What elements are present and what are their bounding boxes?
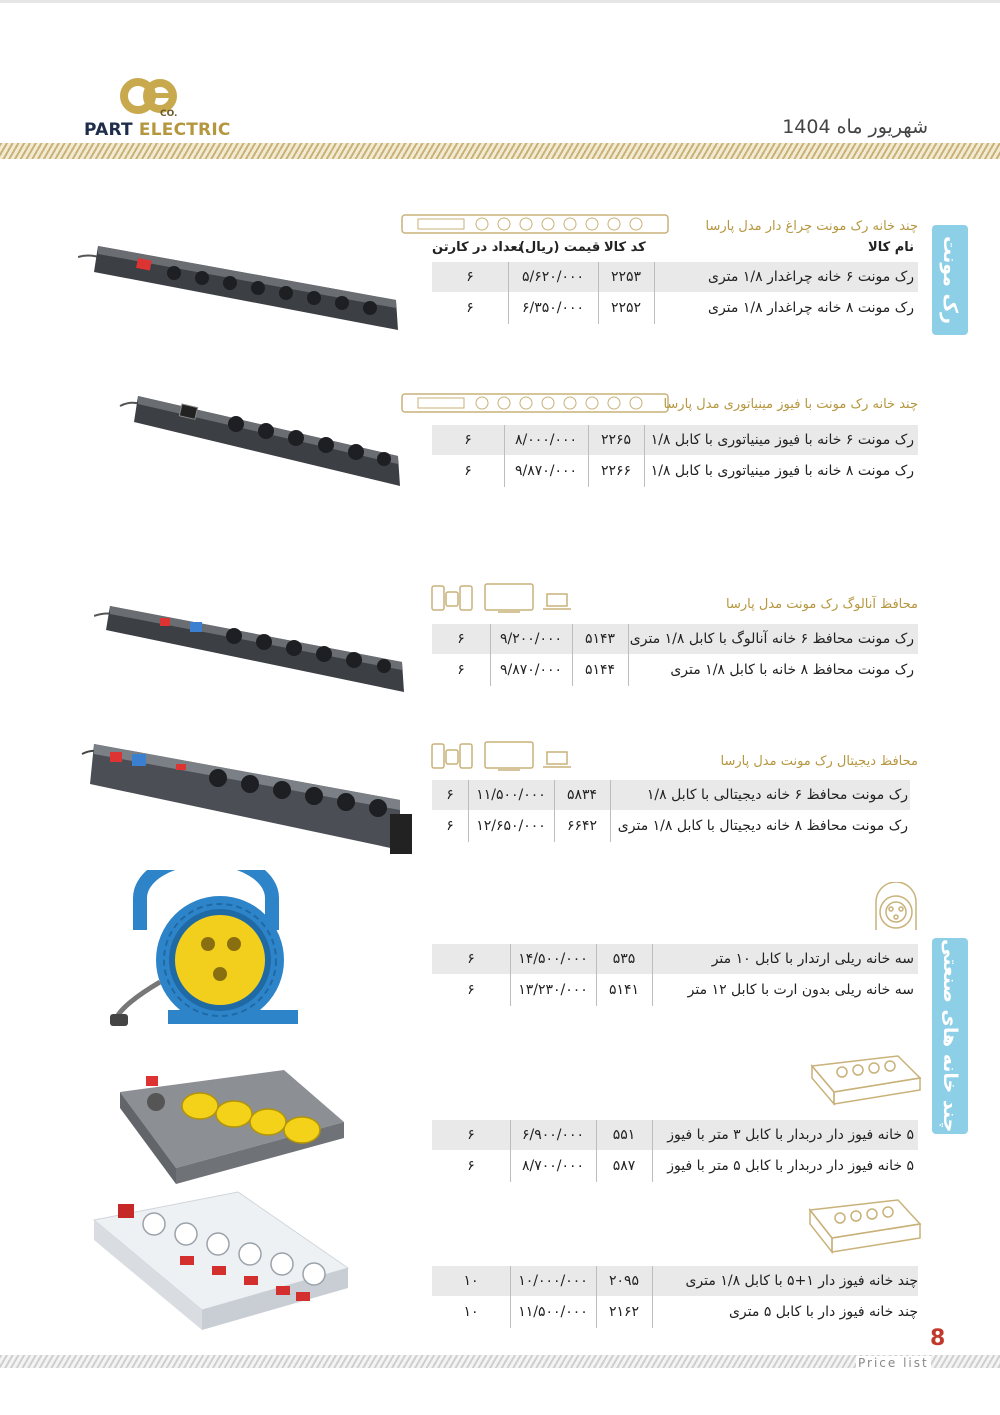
logo-co: CO. bbox=[160, 109, 178, 119]
rack-protector-digital-photo bbox=[80, 740, 420, 860]
cell-price: ۶/۹۰۰/۰۰۰ bbox=[521, 1127, 585, 1143]
column-divider bbox=[510, 1120, 511, 1182]
cell-qty: ۶ bbox=[467, 1127, 475, 1143]
cell-name: رک مونت محافظ ۶ خانه آنالوگ با کابل ۱/۸ متری bbox=[629, 631, 914, 647]
footer-decorative-band bbox=[0, 1355, 1000, 1368]
column-divider bbox=[610, 780, 611, 842]
price-table bbox=[432, 780, 910, 842]
cell-name: ۵ خانه فیوز دار دربدار با کابل ۳ متر با فیوز bbox=[667, 1127, 914, 1143]
page-number: 8 bbox=[930, 1326, 946, 1351]
column-divider bbox=[644, 425, 645, 487]
cell-code: ۵۱۴۴ bbox=[584, 662, 616, 678]
cell-price: ۶/۳۵۰/۰۰۰ bbox=[521, 300, 585, 316]
cell-qty: ۶ bbox=[464, 463, 472, 479]
cable-reel-photo bbox=[108, 870, 308, 1035]
cell-qty: ۶ bbox=[457, 662, 465, 678]
cell-code: ۲۲۵۲ bbox=[610, 300, 642, 316]
cell-qty: ۶ bbox=[466, 269, 474, 285]
column-header-qty: تعداد در کارتن bbox=[432, 240, 523, 255]
white-fused-strip-photo bbox=[90, 1190, 352, 1340]
column-divider bbox=[508, 262, 509, 324]
column-divider bbox=[598, 262, 599, 324]
cell-code: ۲۱۶۲ bbox=[608, 1304, 640, 1320]
column-divider bbox=[652, 1120, 653, 1182]
cell-name: رک مونت ۶ خانه با فیوز مینیاتوری با کابل ۱/۸ bbox=[650, 432, 914, 448]
cell-name: رک مونت محافظ ۶ خانه دیجیتالی با کابل ۱/۸ bbox=[646, 787, 908, 803]
cell-code: ۵۵۱ bbox=[612, 1127, 636, 1143]
cell-code: ۵۱۴۳ bbox=[584, 631, 616, 647]
column-divider bbox=[588, 425, 589, 487]
price-table bbox=[432, 944, 918, 1006]
table-row bbox=[432, 780, 910, 810]
cell-name: چند خانه فیوز دار ۱+۵ با کابل ۱/۸ متری bbox=[685, 1273, 918, 1289]
fused-strip-outline-icon bbox=[808, 1052, 924, 1110]
cell-price: ۱۰/۰۰۰/۰۰۰ bbox=[518, 1273, 588, 1289]
page-date-title: شهریور ماه 1404 bbox=[782, 116, 928, 138]
cell-code: ۲۲۵۳ bbox=[610, 269, 642, 285]
table-row bbox=[432, 1266, 918, 1296]
column-divider bbox=[596, 1266, 597, 1328]
cell-name: رک مونت ۸ خانه چراغدار ۱/۸ متری bbox=[708, 300, 914, 316]
cell-name: ۵ خانه فیوز دار دربدار با کابل ۵ متر با فیوز bbox=[667, 1158, 914, 1174]
cell-price: ۱۱/۵۰۰/۰۰۰ bbox=[518, 1304, 588, 1320]
rack-strip-6-photo bbox=[78, 232, 408, 342]
cell-qty: ۶ bbox=[467, 1158, 475, 1174]
column-divider bbox=[510, 1266, 511, 1328]
section-title: محافظ آنالوگ رک مونت مدل پارسا bbox=[726, 597, 918, 612]
column-divider bbox=[654, 262, 655, 324]
rack-strip-fuse-photo bbox=[118, 390, 408, 495]
rack-protector-analog-photo bbox=[94, 598, 410, 698]
cell-name: رک مونت ۸ خانه با فیوز مینیاتوری با کابل ۱/۸ bbox=[650, 463, 914, 479]
cell-price: ۹/۸۷۰/۰۰۰ bbox=[514, 463, 578, 479]
table-row bbox=[432, 975, 918, 1005]
cell-price: ۵/۶۲۰/۰۰۰ bbox=[521, 269, 585, 285]
section-title: محافظ دیجیتال رک مونت مدل پارسا bbox=[720, 754, 918, 769]
cell-name: سه خانه ریلی بدون ارت با کابل ۱۲ متر bbox=[687, 982, 914, 998]
column-divider bbox=[504, 425, 505, 487]
cell-code: ۲۰۹۵ bbox=[608, 1273, 640, 1289]
top-rule bbox=[0, 0, 1000, 3]
price-table bbox=[432, 624, 918, 686]
cell-name: سه خانه ریلی ارتدار با کابل ۱۰ متر bbox=[711, 951, 914, 967]
cell-code: ۵۱۴۱ bbox=[608, 982, 640, 998]
cell-price: ۹/۲۰۰/۰۰۰ bbox=[499, 631, 563, 647]
cell-code: ۲۲۶۵ bbox=[600, 432, 632, 448]
cell-code: ۲۲۶۶ bbox=[600, 463, 632, 479]
column-divider bbox=[652, 944, 653, 1006]
cell-code: ۵۸۳۴ bbox=[566, 787, 598, 803]
column-divider bbox=[468, 780, 469, 842]
column-divider bbox=[572, 624, 573, 686]
table-row bbox=[432, 811, 910, 841]
column-divider bbox=[652, 1266, 653, 1328]
cell-qty: ۶ bbox=[457, 631, 465, 647]
tab-rack-mount: رک مونت bbox=[932, 225, 968, 335]
cell-qty: ۱۰ bbox=[463, 1273, 479, 1289]
column-divider bbox=[490, 624, 491, 686]
section-title: چند خانه رک مونت چراغ دار مدل پارسا bbox=[705, 219, 918, 234]
column-divider bbox=[628, 624, 629, 686]
cell-price: ۹/۸۷۰/۰۰۰ bbox=[499, 662, 563, 678]
table-row bbox=[432, 655, 918, 685]
cell-price: ۸/۷۰۰/۰۰۰ bbox=[521, 1158, 585, 1174]
rack-strip-outline-icon bbox=[400, 213, 670, 235]
cell-code: ۵۳۵ bbox=[612, 951, 636, 967]
table-row bbox=[432, 1297, 918, 1327]
price-table bbox=[432, 425, 918, 487]
column-header-code: کد کالا bbox=[604, 240, 646, 255]
cell-price: ۱۱/۵۰۰/۰۰۰ bbox=[476, 787, 546, 803]
section-title: چند خانه رک مونت با فیوز مینیاتوری مدل پارسا bbox=[663, 397, 918, 412]
column-header-name: نام کالا bbox=[868, 240, 914, 255]
table-row bbox=[432, 1120, 918, 1150]
cell-price: ۱۲/۶۵۰/۰۰۰ bbox=[476, 818, 546, 834]
cell-code: ۵۸۷ bbox=[612, 1158, 636, 1174]
column-header-price: قیمت (ریال) bbox=[519, 240, 601, 255]
footer-label: Price list bbox=[858, 1356, 929, 1370]
cell-name: رک مونت ۶ خانه چراغدار ۱/۸ متری bbox=[708, 269, 914, 285]
fused-strip-yellow-caps-photo bbox=[116, 1068, 356, 1198]
cell-qty: ۶ bbox=[446, 818, 454, 834]
cable-reel-outline-icon bbox=[872, 882, 920, 934]
table-row bbox=[432, 944, 918, 974]
cell-qty: ۱۰ bbox=[463, 1304, 479, 1320]
price-table bbox=[432, 1266, 918, 1328]
column-divider bbox=[596, 1120, 597, 1182]
cell-qty: ۶ bbox=[466, 300, 474, 316]
tab-industrial: چند خانه های صنعتی bbox=[932, 938, 968, 1134]
cell-qty: ۶ bbox=[464, 432, 472, 448]
rack-strip-outline-icon bbox=[400, 392, 670, 414]
cell-qty: ۶ bbox=[467, 951, 475, 967]
table-row bbox=[432, 1151, 918, 1181]
brand-logo bbox=[84, 78, 231, 144]
table-row bbox=[432, 624, 918, 654]
device-icons-outline bbox=[430, 740, 575, 772]
device-icons-outline bbox=[430, 582, 575, 614]
price-table bbox=[432, 1120, 918, 1182]
header-decorative-band bbox=[0, 143, 1000, 159]
logo-text: PART ELECTRIC bbox=[84, 120, 231, 140]
fused-strip-outline-icon bbox=[806, 1196, 924, 1258]
cell-name: رک مونت محافظ ۸ خانه دیجیتال با کابل ۱/۸ متری bbox=[617, 818, 908, 834]
cell-name: چند خانه فیوز دار با کابل ۵ متری bbox=[728, 1304, 918, 1320]
cell-name: رک مونت محافظ ۸ خانه با کابل ۱/۸ متری bbox=[670, 662, 914, 678]
cell-price: ۱۳/۲۳۰/۰۰۰ bbox=[518, 982, 588, 998]
cell-price: ۸/۰۰۰/۰۰۰ bbox=[514, 432, 578, 448]
cell-qty: ۶ bbox=[446, 787, 454, 803]
price-table bbox=[432, 262, 918, 324]
column-divider bbox=[510, 944, 511, 1006]
column-divider bbox=[596, 944, 597, 1006]
cell-code: ۶۶۴۲ bbox=[566, 818, 598, 834]
cell-price: ۱۴/۵۰۰/۰۰۰ bbox=[518, 951, 588, 967]
table-row bbox=[432, 262, 918, 292]
cell-qty: ۶ bbox=[467, 982, 475, 998]
table-row bbox=[432, 293, 918, 323]
column-divider bbox=[554, 780, 555, 842]
